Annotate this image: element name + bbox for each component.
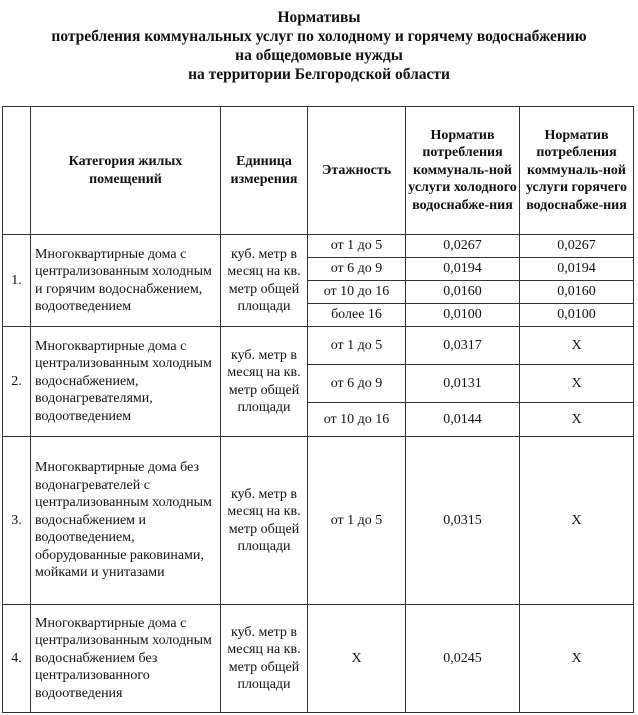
norms-table [2, 106, 634, 713]
title-line-4: на территории Белгородской области [188, 66, 450, 83]
header-floors: Этажность [308, 107, 406, 235]
category-cell: Многоквартирные дома с централизованным холодным водоснабжением без централизованного водоотведения [31, 605, 221, 713]
row-number: 2. [3, 327, 31, 437]
table-row [3, 605, 634, 713]
cold-norm-cell: 0,0144 [406, 403, 520, 437]
table-row [3, 235, 634, 258]
title-line-2: потребления коммунальных услуг по холодному и горячему водоснабжению [51, 28, 587, 45]
header-hot-norm: Норматив потребления коммуналь-ной услуги горячего водоснабже-ния [520, 107, 634, 235]
row-number: 3. [3, 437, 31, 605]
unit-cell: куб. метр в месяц на кв. метр общей площади [221, 327, 308, 437]
cold-norm-cell: 0,0315 [406, 437, 520, 605]
hot-norm-cell: 0,0194 [520, 258, 634, 281]
cold-norm-cell: 0,0267 [406, 235, 520, 258]
title-line-3: на общедомовые нужды [235, 47, 403, 64]
header-category: Категория жилых помещений [31, 107, 221, 235]
header-cold-norm: Норматив потребления коммуналь-ной услуги холодного водоснабже-ния [406, 107, 520, 235]
table-row [3, 327, 634, 365]
cold-norm-cell: 0,0160 [406, 281, 520, 304]
floors-cell: от 10 до 16 [308, 281, 406, 304]
cold-norm-cell: 0,0245 [406, 605, 520, 713]
unit-cell: куб. метр в месяц на кв. метр общей площади [221, 605, 308, 713]
hot-norm-cell: X [520, 437, 634, 605]
hot-norm-cell: X [520, 403, 634, 437]
cold-norm-cell: 0,0317 [406, 327, 520, 365]
cold-norm-cell: 0,0100 [406, 304, 520, 327]
hot-norm-cell: 0,0160 [520, 281, 634, 304]
hot-norm-cell: X [520, 365, 634, 403]
category-cell: Многоквартирные дома с централизованным холодным и горячим водоснабжением, водоотведением [31, 235, 221, 327]
row-number: 4. [3, 605, 31, 713]
hot-norm-cell: 0,0100 [520, 304, 634, 327]
table-row [3, 437, 634, 605]
floors-cell: от 10 до 16 [308, 403, 406, 437]
unit-cell: куб. метр в месяц на кв. метр общей площади [221, 235, 308, 327]
floors-cell: от 6 до 9 [308, 258, 406, 281]
floors-cell: X [308, 605, 406, 713]
floors-cell: от 1 до 5 [308, 437, 406, 605]
table-header-row [3, 107, 634, 235]
cold-norm-cell: 0,0131 [406, 365, 520, 403]
hot-norm-cell: X [520, 605, 634, 713]
title-line-1: Нормативы [277, 9, 361, 26]
row-number: 1. [3, 235, 31, 327]
header-unit: Единица измерения [221, 107, 308, 235]
category-cell: Многоквартирные дома без водонагревателей с централизованным холодным водоснабжением и водоотведением, оборудованные раковинами, мойками и унитазами [31, 437, 221, 605]
category-cell: Многоквартирные дома с централизованным холодным водоснабжением, водонагревателями, водоотведением [31, 327, 221, 437]
hot-norm-cell: X [520, 327, 634, 365]
floors-cell: более 16 [308, 304, 406, 327]
floors-cell: от 1 до 5 [308, 235, 406, 258]
hot-norm-cell: 0,0267 [520, 235, 634, 258]
floors-cell: от 1 до 5 [308, 327, 406, 365]
floors-cell: от 6 до 9 [308, 365, 406, 403]
unit-cell: куб. метр в месяц на кв. метр общей площади [221, 437, 308, 605]
cold-norm-cell: 0,0194 [406, 258, 520, 281]
document-title [0, 8, 638, 84]
header-number [3, 107, 31, 235]
